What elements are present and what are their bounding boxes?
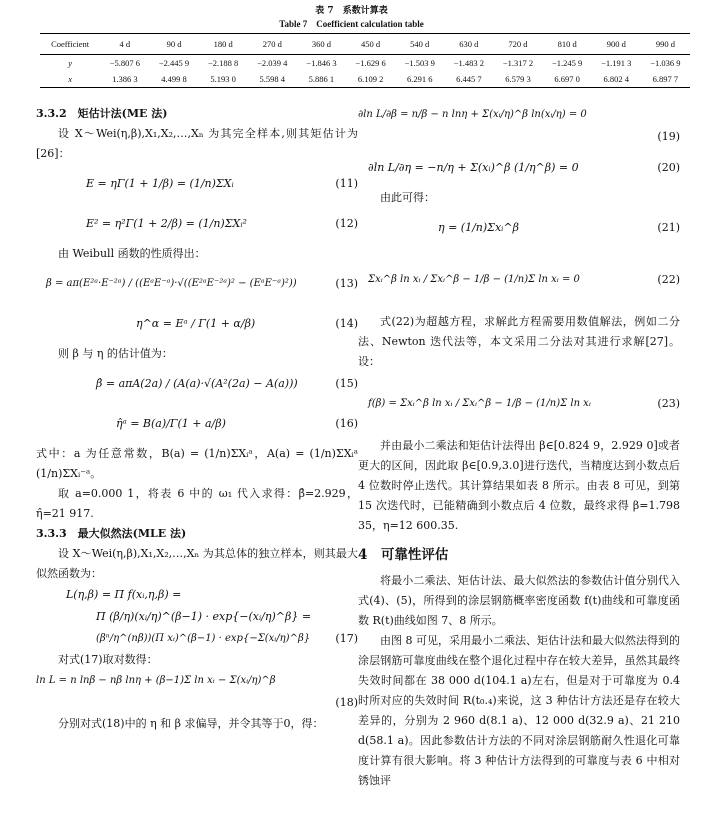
equation-body: f(β) = Σxᵢ^β ln xᵢ / Σxᵢ^β − 1/β − (1/n)Σ ln xᵢ <box>368 398 591 409</box>
equation-number: (11) <box>335 177 358 190</box>
equation-number: (14) <box>335 317 358 330</box>
equation-body: L(η,β) = Π f(xᵢ,η,β) = <box>66 588 182 601</box>
table-cell: 6.697 0 <box>543 71 592 88</box>
table-cell: 5.598 4 <box>248 71 297 88</box>
paragraph: 设 X～Wei(η,β),X₁,X₂,…,Xₙ 为其总体的独立样本，则其最大似然函数为： <box>36 547 358 580</box>
column-header: 990 d <box>641 34 690 55</box>
paragraph: 式中：a 为任意常数，B(a) = (1/n)ΣXᵢᵃ，A(a) = (1/n)ΣXᵢᵃ (1/n)ΣXᵢ⁻ᵃ。 <box>36 447 358 480</box>
table-cell: −5.807 6 <box>109 58 141 68</box>
column-header: 270 d <box>248 34 297 55</box>
paragraph: 式(22)为超越方程，求解此方程需要用数值解法，例如二分法、Newton 迭代法等，本文采用二分法对其进行求解[27]。设： <box>358 315 680 368</box>
equation-body: Σxᵢ^β ln xᵢ / Σxᵢ^β − 1/β − (1/n)Σ ln xᵢ = 0 <box>368 274 580 285</box>
equation-body: β̂ = aπA(2a) / (A(a)·√(A²(2a) − A(a))) <box>96 377 298 390</box>
equation-21 <box>358 208 680 248</box>
table-header-row <box>40 34 690 55</box>
equation-number: (16) <box>335 417 358 430</box>
table-cell: 5.886 1 <box>297 71 346 88</box>
column-header: 450 d <box>346 34 395 55</box>
table-cell: 6.579 3 <box>493 71 542 88</box>
row-label: y <box>68 58 73 68</box>
equation-number: (13) <box>335 277 358 290</box>
column-header: 630 d <box>444 34 493 55</box>
section-heading-332: 3.3.2 矩估计法(ME 法) <box>36 107 168 120</box>
equation-23 <box>358 372 680 436</box>
equation-body: ln L = n lnβ − nβ lnη + (β−1)Σ ln xᵢ − Σ(xᵢ/η)^β <box>36 675 276 686</box>
column-header: 720 d <box>493 34 542 55</box>
column-header: 540 d <box>395 34 444 55</box>
column-header: 4 d <box>100 34 149 55</box>
equation-12 <box>36 204 358 244</box>
paragraph: 设 X～Wei(η,β),X₁,X₂,…,Xₙ 为其完全样本,则其矩估计为[26]： <box>36 127 358 160</box>
equation-body: Π (β/η)(xᵢ/η)^(β−1) · exp{−(xᵢ/η)^β} = <box>96 610 312 623</box>
table-cell: −2.039 4 <box>257 58 288 68</box>
table-cell: 4.499 8 <box>149 71 198 88</box>
equation-number: (17) <box>335 632 358 645</box>
equation-11 <box>36 164 358 204</box>
equation-body: η̂ᵃ = B(a)/Γ(1 + a/β) <box>116 417 226 430</box>
row-label: x <box>40 71 100 88</box>
equation-number: (22) <box>657 273 680 286</box>
column-header: 360 d <box>297 34 346 55</box>
table-cell: 1.386 3 <box>100 71 149 88</box>
equation-number: (21) <box>657 221 680 234</box>
table-cell: −1.317 2 <box>502 58 534 68</box>
equation-19 <box>358 104 680 126</box>
column-header: 180 d <box>199 34 248 55</box>
table-cell: −2.445 9 <box>158 58 190 68</box>
equation-number: (19) <box>657 130 680 143</box>
left-column <box>36 104 358 734</box>
equation-number: (20) <box>657 161 680 174</box>
table-cell: −1.483 2 <box>453 58 484 68</box>
paragraph: 分别对式(18)中的 η 和 β 求偏导，并令其等于0，得： <box>58 717 324 730</box>
equation-number: (23) <box>657 397 680 410</box>
equation-19-number-row <box>358 126 680 148</box>
equation-15 <box>36 364 358 404</box>
table-cell: 6.445 7 <box>444 71 493 88</box>
paragraph: 将最小二乘法、矩估计法、最大似然法的参数估计值分别代入式(4)、(5)，所得到的涂层钢筋概率密度函数 f(t)曲线和可靠度函数 R(t)曲线如图 7、8 所示。 <box>358 574 680 627</box>
right-column <box>358 104 680 791</box>
coefficient-table <box>40 33 690 88</box>
table-cell: 6.109 2 <box>346 71 395 88</box>
column-header: 810 d <box>543 34 592 55</box>
equation-14 <box>36 304 358 344</box>
equation-body: η = (1/n)Σxᵢ^β <box>438 221 519 234</box>
table-cell: −1.503 9 <box>404 58 435 68</box>
table-row <box>40 55 690 72</box>
table-cell: −1.036 9 <box>650 58 681 68</box>
equation-body: ∂ln L/∂β = n/β − n lnη + Σ(xᵢ/η)^β ln(xᵢ/η) = 0 <box>358 109 587 120</box>
table-cell: 6.291 6 <box>395 71 444 88</box>
equation-17-line2 <box>36 606 358 628</box>
equation-body: β = aπ(E²ᵃ·E⁻²ᵃ) / ((EᵃE⁻ᵃ)·√((E²ᵃE⁻²ᵃ)² − (EᵃE⁻ᵃ)²)) <box>46 278 297 289</box>
paragraph: 则 β 与 η 的估计值为： <box>58 347 173 360</box>
paragraph: 由此可得： <box>380 191 435 204</box>
table-row <box>40 71 690 88</box>
table-cell: −1.191 3 <box>601 58 632 68</box>
equation-body: η^α = Eᵃ / Γ(1 + α/β) <box>136 317 256 330</box>
equation-16 <box>36 404 358 444</box>
equation-13 <box>36 264 358 304</box>
equation-20 <box>358 148 680 188</box>
table-cell: −1.846 3 <box>306 58 337 68</box>
table-caption-en: Table 7 Coefficient calculation table <box>279 19 424 29</box>
equation-17-line1 <box>36 584 358 606</box>
equation-number: (12) <box>335 217 358 230</box>
equation-17-line3 <box>36 628 358 650</box>
equation-number: (15) <box>335 377 358 390</box>
table-cell: −1.245 9 <box>551 58 583 68</box>
table-caption-cn: 表 7 系数计算表 <box>315 6 388 16</box>
equation-18-number-row <box>36 692 358 714</box>
paragraph: 并由最小二乘法和矩估计法得出 β∈[0.824 9，2.929 0]或者更大的区间，因此取 β∈[0.9,3.0]进行迭代，当精度达到小数点后 4 位数时停止迭代。其计算结果如表 8 所示。由表 8 可见，到第 15 次迭代时，已能精确到小数点后 4 位数，最终求得 β=1.798 35，η=12 600.35. <box>358 439 680 532</box>
column-header: 90 d <box>149 34 198 55</box>
table-cell: 5.193 0 <box>199 71 248 88</box>
equation-number: (18) <box>335 696 358 709</box>
equation-22 <box>358 248 680 312</box>
column-header: 900 d <box>592 34 641 55</box>
paragraph: 对式(17)取对数得： <box>58 653 158 666</box>
equation-body: ∂ln L/∂η = −n/η + Σ(xᵢ)^β (1/η^β) = 0 <box>368 161 579 174</box>
section-heading-4: 4 可靠性评估 <box>358 547 449 563</box>
equation-18 <box>36 670 358 692</box>
paragraph: 由图 8 可见，采用最小二乘法、矩估计法和最大似然法得到的涂层钢筋可靠度曲线在整个退化过程中存在较大差异，虽然其最终失效时间都在 38 000 d(104.1 a)左右，但是对于可靠度为 0.4 时所对应的失效时间 R(t₀.₄)来说，这 3 种估计方法还是存在较大差异的，分别为 2 960 d(8.1 a)、12 000 d(32.9 a)、21 210 d(58.1 a)。因此参数估计方法的不同对涂层钢筋耐久性退化可靠度计算有很大影响。将 3 种估计方法得到的可靠度与表 6 中相对锈蚀评 <box>358 634 680 787</box>
table-cell: 6.802 4 <box>592 71 641 88</box>
table-cell: −1.629 6 <box>355 58 386 68</box>
section-heading-333: 3.3.3 最大似然法(MLE 法) <box>36 527 187 540</box>
column-header: Coefficient <box>40 34 100 55</box>
table-cell: −2.188 8 <box>208 58 239 68</box>
paragraph: 取 a=0.000 1，将表 6 中的 ω₁ 代入求得：β̂=2.929，η̂=21 917. <box>36 487 358 520</box>
equation-body: (βⁿ/η^(nβ))(Π xᵢ)^(β−1) · exp{−Σ(xᵢ/η)^β} <box>96 633 311 644</box>
equation-body: E = ηΓ(1 + 1/β) = (1/n)ΣXᵢ <box>86 177 234 190</box>
table-cell: 6.897 7 <box>641 71 690 88</box>
equation-body: E² = η²Γ(1 + 2/β) = (1/n)ΣXᵢ² <box>86 217 247 230</box>
paragraph: 由 Weibull 函数的性质得出： <box>58 247 206 260</box>
